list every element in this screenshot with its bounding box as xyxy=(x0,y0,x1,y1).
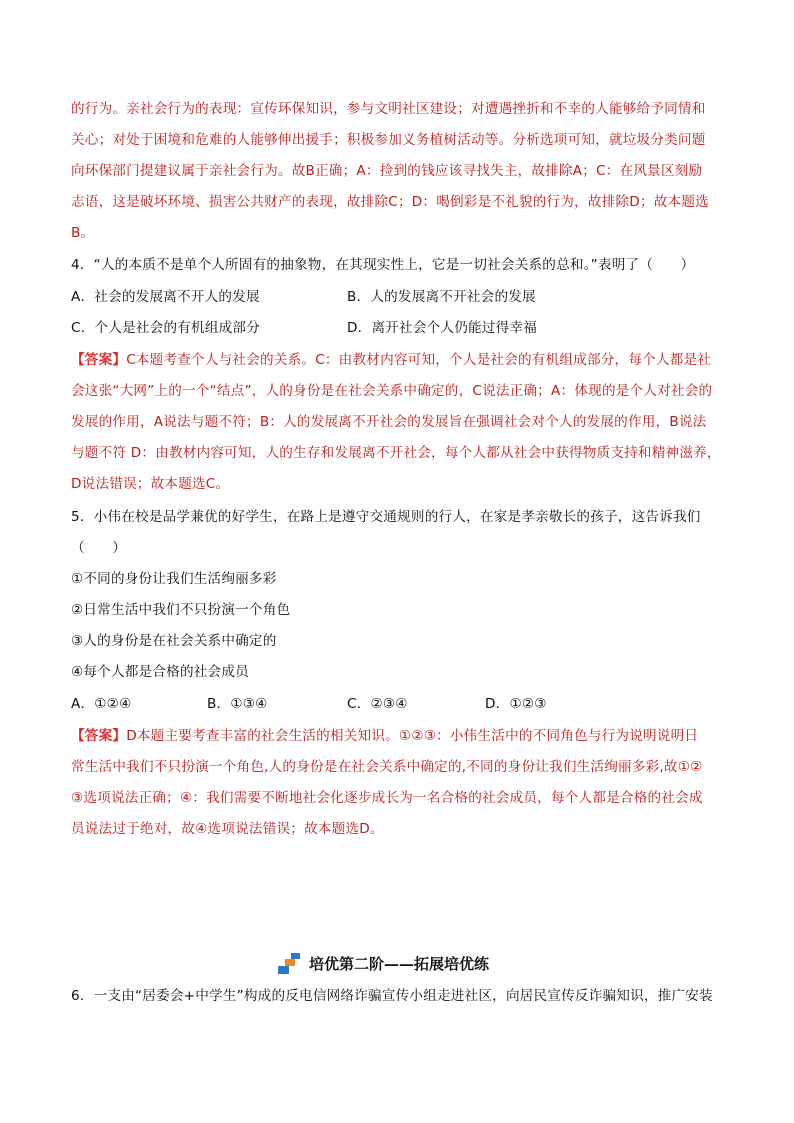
q4-answer-line xyxy=(71,350,711,370)
answer-tag: 【答案】 xyxy=(71,728,127,744)
q4-answer-line: D说法错误；故本题选C。 xyxy=(71,476,230,492)
answer-tag: 【答案】 xyxy=(71,352,127,368)
q3-answer-line: 关心；对处于困境和危难的人能够伸出援手；积极参加义务植树活动等。分析选项可知，就垃圾分类问题 xyxy=(71,132,706,148)
q3-answer-line: 志语，这是破坏环境、损害公共财产的表现，故排除C；D：喝倒彩是不礼貌的行为，故排除D；故本题选 xyxy=(71,194,709,210)
q5-option-b: B．①③④ xyxy=(207,696,268,712)
q5-item-1: ①不同的身份让我们生活绚丽多彩 xyxy=(71,571,277,587)
q4-stem: 4．“人的本质不是单个人所固有的抽象物，在其现实性上，它是一切社会关系的总和。”表明了（ ） xyxy=(71,257,695,273)
q5-option-d: D．①②③ xyxy=(485,696,547,712)
q5-stem-paren: （ ） xyxy=(71,540,127,556)
stacked-blocks-logo-icon xyxy=(277,952,301,976)
q4-answer-line: 会这张“大网”上的一个“结点”，人的身份是在社会关系中确定的，C说法正确；A：体现的是个人对社会的 xyxy=(71,383,713,399)
q4-answer-line: 与题不符 D：由教材内容可知，人的生存和发展离不开社会，每个人都从社会中获得物质支持和精神滋养， xyxy=(71,445,721,461)
q3-answer-line: 的行为。亲社会行为的表现：宣传环保知识，参与文明社区建设；对遭遇挫折和不幸的人能够给予同情和 xyxy=(71,101,706,117)
q5-item-4: ④每个人都是合格的社会成员 xyxy=(71,664,249,680)
q5-answer-line: 常生活中我们不只扮演一个角色,人的身份是在社会关系中确定的,不同的身份让我们生活绚丽多彩,故①② xyxy=(71,759,703,775)
q4-option-b: B．人的发展离不开社会的发展 xyxy=(347,289,536,305)
q5-answer-line: 员说法过于绝对，故④选项说法错误；故本题选D。 xyxy=(71,821,384,837)
q4-option-d: D．离开社会个人仍能过得幸福 xyxy=(347,320,537,336)
q4-option-a: A．社会的发展离不开人的发展 xyxy=(71,289,260,305)
q4-option-c: C．个人是社会的有机组成部分 xyxy=(71,320,261,336)
q5-answer-line: ③选项说法正确；④：我们需要不断地社会化逐步成长为一名合格的社会成员，每个人都是合格的社会成 xyxy=(71,790,703,806)
q6-stem: 6．一支由“居委会+中学生”构成的反电信网络诈骗宣传小组走进社区，向居民宣传反诈骗知识，推广安装 xyxy=(71,988,713,1004)
section-header xyxy=(0,952,794,976)
q3-answer-line: 向环保部门提建议属于亲社会行为。故B正确；A：捡到的钱应该寻找失主，故排除A；C：在风景区刻励 xyxy=(71,163,703,179)
q5-stem: 5．小伟在校是品学兼优的好学生，在路上是遵守交通规则的行人，在家是孝亲敬长的孩子，这告诉我们 xyxy=(71,509,701,525)
q5-answer-text: D本题主要考查丰富的社会生活的相关知识。①②③：小伟生活中的不同角色与行为说明说明日 xyxy=(126,728,699,744)
section-title: 培优第二阶——拓展培优练 xyxy=(309,955,490,973)
q5-option-c: C．②③④ xyxy=(347,696,408,712)
q4-answer-text: C本题考查个人与社会的关系。C：由教材内容可知，个人是社会的有机组成部分，每个人都是社 xyxy=(126,352,712,368)
q5-item-2: ②日常生活中我们不只扮演一个角色 xyxy=(71,602,291,618)
q5-answer-line xyxy=(71,726,698,746)
q3-answer-line: B。 xyxy=(71,225,95,241)
q5-option-a: A．①②④ xyxy=(71,696,132,712)
q5-item-3: ③人的身份是在社会关系中确定的 xyxy=(71,633,277,649)
q4-answer-line: 发展的作用，A说法与题不符；B：人的发展离不开社会的发展旨在强调社会对个人的发展的作用，B说法 xyxy=(71,414,707,430)
